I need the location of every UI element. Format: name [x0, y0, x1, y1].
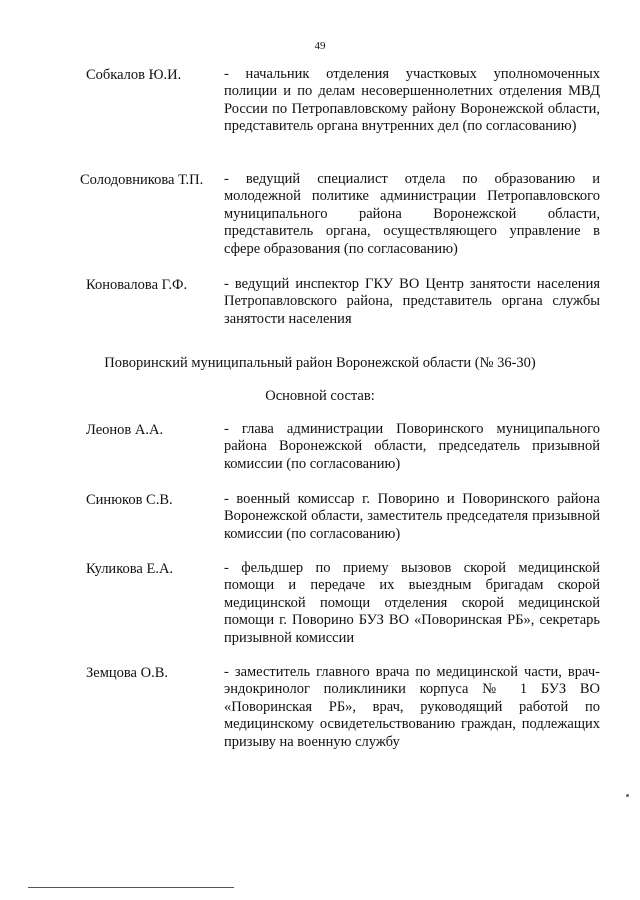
member-description: - ведущий специалист отдела по образованию и молодежной политике администрации Петропавловского муниципального района Воронежской области, представитель органа, осуществляющего управление в сфере образования (по согласованию) [224, 171, 600, 257]
member-name: Коновалова Г.Ф. [86, 277, 188, 293]
member-description: - фельдшер по приему вызовов скорой медицинской помощи и передаче их выездным бригадам скорой медицинской помощи отделения скорой медицинской помощи г. Поворино БУЗ ВО «Поворинская РБ», секретарь призывной комиссии [224, 560, 600, 646]
member-name: Солодовникова Т.П. [80, 172, 204, 188]
member-description: - глава администрации Поворинского муниципального района Воронежской области, председатель призывной комиссии (по согласованию) [224, 421, 600, 472]
member-description: - военный комиссар г. Поворино и Поворинского района Воронежской области, заместитель председателя призывной комиссии (по согласованию) [224, 491, 600, 542]
member-description: - заместитель главного врача по медицинской части, врач-эндокринолог поликлиники корпуса № 1 БУЗ ВО «Поворинская РБ», врач, руководящий работой по медицинскому освидетельствованию граждан, подлежащих призыву на военную службу [224, 664, 600, 750]
member-description: - ведущий инспектор ГКУ ВО Центр занятости населения Петропавловского района, представитель органа службы занятости населения [224, 276, 600, 327]
member-name: Собкалов Ю.И. [86, 67, 182, 83]
scan-speck [626, 794, 629, 797]
member-name: Куликова Е.А. [86, 561, 174, 577]
member-description: - начальник отделения участковых уполномоченных полиции и по делам несовершеннолетних отделения МВД России по Петропавловскому району Воронежской области, представитель органа внутренних дел (по согласованию) [224, 66, 600, 135]
composition-heading: Основной состав: [265, 388, 375, 404]
member-name: Леонов А.А. [86, 422, 164, 438]
member-name: Земцова О.В. [86, 665, 168, 681]
footnote-rule [28, 887, 234, 888]
page-number: 49 [314, 40, 326, 52]
member-name: Синюков С.В. [86, 492, 173, 508]
district-heading: Поворинский муниципальный район Воронежской области (№ 36-30) [104, 355, 536, 371]
